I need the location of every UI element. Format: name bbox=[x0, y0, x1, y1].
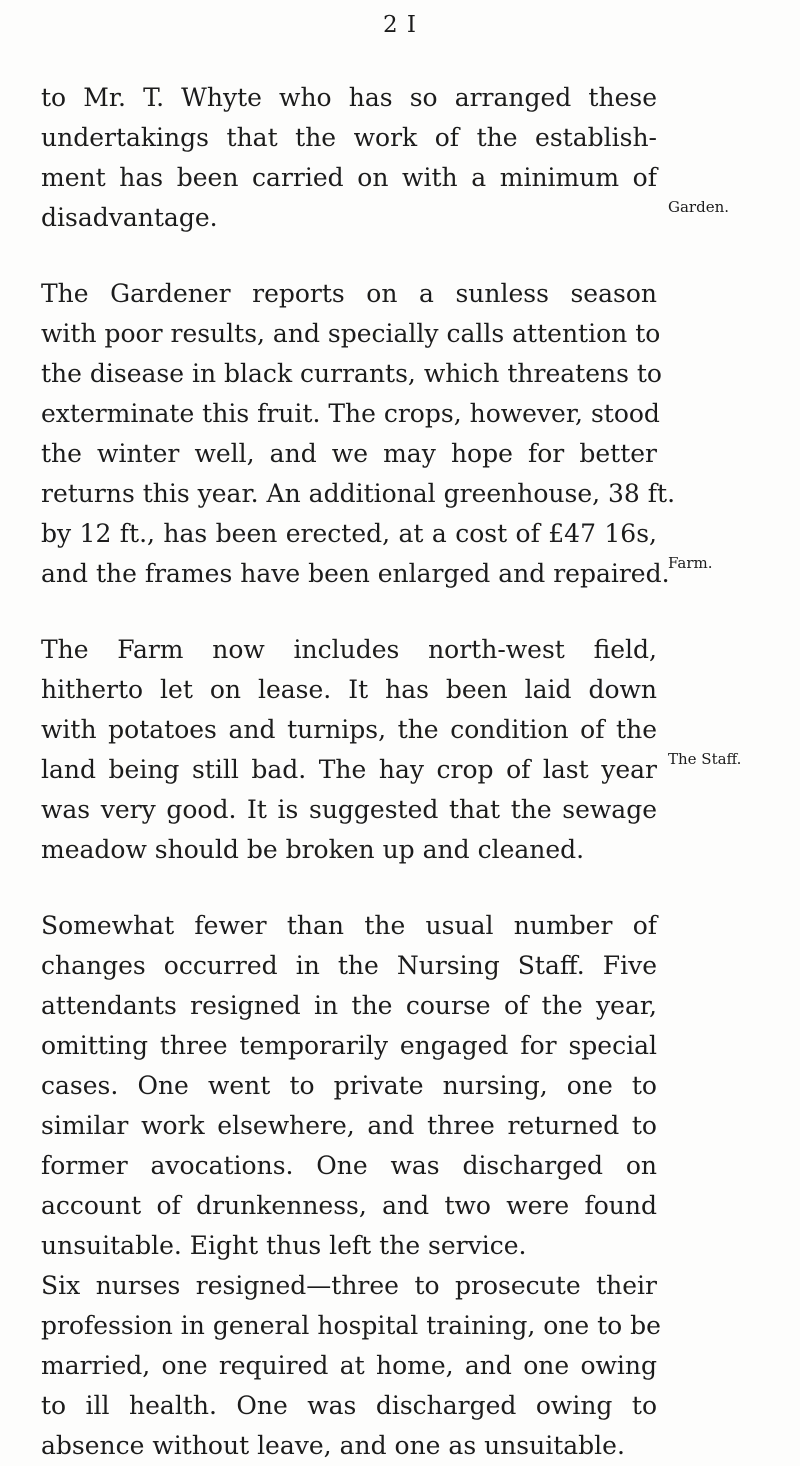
paragraph bbox=[41, 906, 661, 1466]
margin-note: The Staff. bbox=[668, 750, 742, 768]
paragraph-gap bbox=[41, 870, 657, 906]
paragraph bbox=[41, 274, 676, 594]
paragraph bbox=[41, 78, 657, 238]
text-line: was very good. It is suggested that the sewage bbox=[41, 795, 657, 824]
text-line: disadvantage. bbox=[41, 203, 218, 232]
text-line: exterminate this fruit. The crops, however, stood bbox=[41, 399, 660, 428]
text-line: and the frames have been enlarged and repaired. bbox=[41, 559, 670, 588]
text-line: by 12 ft., has been erected, at a cost of £47 16s, bbox=[41, 519, 657, 548]
text-line: account of drunkenness, and two were found bbox=[41, 1191, 657, 1220]
text-line: changes occurred in the Nursing Staff. Five bbox=[41, 951, 657, 980]
text-line: the winter well, and we may hope for better bbox=[41, 439, 657, 468]
text-line: married, one required at home, and one owing bbox=[41, 1351, 657, 1380]
text-line: The Gardener reports on a sunless season bbox=[41, 279, 657, 308]
body-text bbox=[41, 78, 676, 1466]
text-line: Somewhat fewer than the usual number of bbox=[41, 911, 657, 940]
paragraph-gap bbox=[41, 594, 657, 630]
text-line: the disease in black currants, which threatens to bbox=[41, 359, 662, 388]
text-line: attendants resigned in the course of the year, bbox=[41, 991, 657, 1020]
text-line: cases. One went to private nursing, one to bbox=[41, 1071, 657, 1100]
text-line: profession in general hospital training, one to be bbox=[41, 1311, 661, 1340]
text-line: to ill health. One was discharged owing to bbox=[41, 1391, 657, 1420]
text-line: similar work elsewhere, and three returned to bbox=[41, 1111, 657, 1140]
text-line: land being still bad. The hay crop of last year bbox=[41, 755, 657, 784]
text-line: to Mr. T. Whyte who has so arranged these bbox=[41, 83, 657, 112]
text-line: Six nurses resigned—three to prosecute their bbox=[41, 1271, 657, 1300]
text-line: absence without leave, and one as unsuitable. bbox=[41, 1431, 625, 1460]
paragraph-gap bbox=[41, 238, 657, 274]
text-line: The Farm now includes north-west field, bbox=[41, 635, 657, 664]
text-line: former avocations. One was discharged on bbox=[41, 1151, 657, 1180]
text-line: returns this year. An additional greenhouse, 38 ft. bbox=[41, 479, 676, 508]
margin-note: Farm. bbox=[668, 554, 713, 572]
text-line: hitherto let on lease. It has been laid down bbox=[41, 675, 657, 704]
margin-note: Garden. bbox=[668, 198, 730, 216]
text-line: meadow should be broken up and cleaned. bbox=[41, 835, 585, 864]
paragraph bbox=[41, 630, 657, 870]
text-line: with potatoes and turnips, the condition of the bbox=[41, 715, 657, 744]
page-number: 2 I bbox=[382, 12, 418, 38]
text-line: unsuitable. Eight thus left the service. bbox=[41, 1231, 527, 1260]
text-line: omitting three temporarily engaged for special bbox=[41, 1031, 657, 1060]
text-line: undertakings that the work of the establish- bbox=[41, 123, 657, 152]
text-line: ment has been carried on with a minimum of bbox=[41, 163, 657, 192]
text-line: with poor results, and specially calls attention to bbox=[41, 319, 661, 348]
